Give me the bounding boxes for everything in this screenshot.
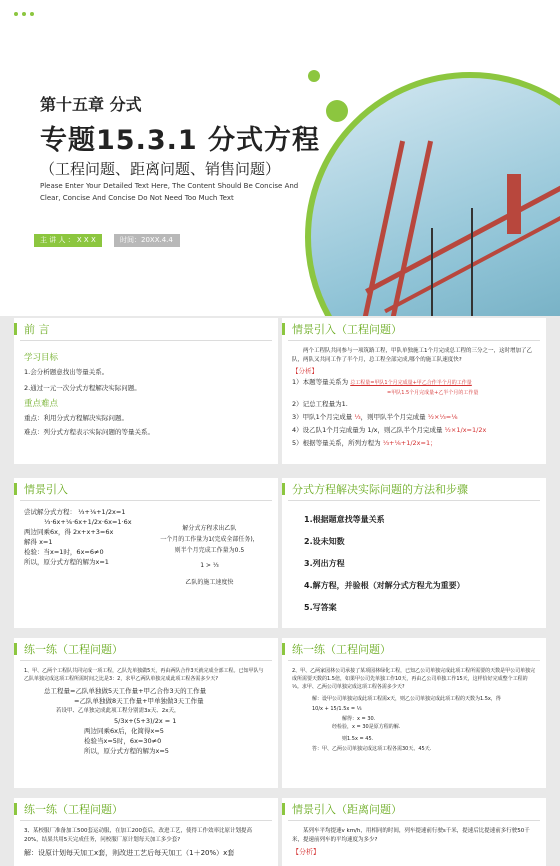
key-heading: 重点难点 (24, 399, 59, 409)
math-line: 检验当x=5时，6x=30≠0 (84, 737, 162, 745)
slide-title: 练一练（工程问题） (282, 638, 546, 660)
note-text: 解分式方程求出乙队 (182, 525, 237, 532)
slide-preface[interactable] (14, 318, 278, 464)
decor-dots (14, 12, 34, 16)
slide-practice-2[interactable]: 练一练（工程问题） 2、甲、乙两家园林公司承接了某项园林绿化工程，已知乙公司单独完成此项工程所需要的天数是甲公司单独完成所需要天数的1.5倍，如果甲公司先单独工作10天，再由乙公司单独工作15天，这样恰好完成整个工程的⅓。求甲、乙两公司单独完成这项工程各需多少天? 解：设甲公司单独完成此项工程需x天，则乙公司单独完成此项工程的天数为1.5x，得 10/x + 15/1.5x = ⅓ 解得：x = 30. 经检验，x = 30是原方程的解. 则1.5x = 45. 答：甲、乙两公司单独完成这项工程各需30天、45天. (282, 638, 546, 788)
step-item: 1.根据题意找等量关系 (304, 515, 385, 524)
time-badge: 时间：20XX.4.4 (114, 234, 180, 247)
math-line: 所以，原分式方程的解为x=5 (84, 747, 169, 755)
slide-title: 情景引入 (14, 478, 278, 500)
step-text: ，则甲队半个月完成量 (360, 412, 426, 421)
speaker-badge: 主 讲 人 ： X X X (34, 234, 102, 247)
step-text: 5）根据等量关系，所列方程为 (292, 438, 381, 447)
slide-title: 分式方程解决实际问题的方法和步骤 (282, 478, 546, 500)
step-item: 4.解方程，并验根（对解分式方程尤为重要） (304, 581, 465, 590)
math-line: 解：设原计划每天加工x套，则改进工艺后每天加工（1＋20%）x套 (24, 849, 235, 857)
math-line: 解得 x=1 (24, 538, 53, 546)
slide-title: 情景引入（距离问题） (282, 798, 546, 820)
problem-text: 1、甲、乙两个工程队共同完成一项工程，乙队先单独做5天，再由两队合作3天就完成全部工程。已知甲队与乙队单独完成这项工程所需时间之比是3：2，求甲乙两队单独完成此项工程各需多少天? (24, 668, 264, 682)
math-line: 则1.5x = 45. (342, 736, 374, 742)
problem-text: 两个工程队共同参与一项筑路工程，甲队单独施工1个月完成总工程的三分之一，这时增加了乙队，两队又共同工作了半个月，总工程全部完成,哪个的施工队速度快? (292, 348, 533, 363)
step-text: ，则乙队半个月完成量 (377, 425, 443, 434)
math-line: 两边同乘6x，得 2x+x+3=6x (24, 528, 114, 536)
problem-text: 某列车平均提速v km/h，用相同的时间，列车提速前行驶s千米，提速后比提速前多行驶50千米，提速前列车的平均速度为多少? (292, 828, 530, 843)
page-title: 专题15.3.1 分式方程 (40, 125, 321, 156)
step-item: 5.写答案 (304, 603, 337, 612)
analysis-label: 【分析】 (292, 367, 318, 375)
slide-method-steps[interactable] (282, 478, 546, 628)
math-line: 解：设甲公司单独完成此项工程需x天，则乙公司单独完成此项工程的天数为1.5x，得 (312, 696, 501, 702)
math-line: 经检验，x = 30是原方程的解. (332, 724, 401, 730)
step-item: 3.列出方程 (304, 559, 345, 568)
note-text: 则半个月完成工作量为0.5 (174, 547, 245, 554)
key-item: 难点：列分式方程表示实际问题的等量关系。 (24, 428, 154, 436)
chapter-label: 第十五章 分式 (40, 95, 142, 114)
equation-text: 总工程量=甲队1个月完成量+甲乙合作半个月的工作量 (350, 379, 472, 386)
math-line: 若设甲、乙单独完成此项工程分别需3x天、2x天， (56, 708, 180, 714)
goal-item: 2.通过一元一次分式方程解决实际问题。 (24, 384, 141, 392)
math-line: 检验：当x=1时，6x=6≠0 (24, 548, 104, 556)
slide-title: 情景引入（工程问题） (282, 318, 546, 340)
slide-scenario[interactable]: 情景引入 尝试解分式方程： ⅓+⅙+1/2x=1 ⅓·6x+⅙·6x+1/2x·6x=1·6x 两边同乘6x，得 2x+x+3=6x 解得 x=1 检验：当x=1时，6x=6≠0 所以，原分式方程的解为x=1 解分式方程求出乙队 一个月的工作量为1(完成全部任务)， 则半个月完成工作量为0.5 1 > ⅓ 乙队的施工速度快 (14, 478, 278, 628)
slide-practice-1[interactable]: 练一练（工程问题） 1、甲、乙两个工程队共同完成一项工程，乙队先单独做5天，再由两队合作3天就完成全部工程。已知甲队与乙队单独完成这项工程所需时间之比是3：2，求甲乙两队单独完成此项工程各需多少天? 总工程量=乙队单独做5天工作量+甲乙合作3天的工作量 =乙队单独做8天工作量+甲单独做3天工作量 若设甲、乙单独完成此项工程分别需3x天、2x天， 5/3x+(5+3)/2x = 1 两边同乘6x后，化简得x=5 检验当x=5时，6x=30≠0 所以，原分式方程的解为x=5 (14, 638, 278, 788)
goal-item: 1.会分析题意找出等量关系。 (24, 368, 109, 376)
step-item: 2.设未知数 (304, 537, 345, 546)
slide-title: 前 言 (14, 318, 278, 340)
slide-scenario-distance[interactable] (282, 798, 546, 866)
step-text: 3）甲队1个月完成量 (292, 412, 353, 421)
equation-text: =甲队1.5个月完成量+乙半个月的工作量 (387, 389, 479, 396)
math-line: 解得：x = 30. (342, 716, 376, 722)
note-text: 一个月的工作量为1(完成全部任务)， (160, 536, 259, 543)
math-line: 尝试解分式方程： (24, 508, 76, 516)
slide-title: 练一练（工程问题） (14, 798, 278, 820)
math-line: 两边同乘6x后，化简得x=5 (84, 727, 164, 735)
goal-heading: 学习目标 (24, 353, 59, 363)
slide-practice-3[interactable] (14, 798, 278, 866)
step-text: 2）记总工程量为1. (292, 399, 348, 408)
analysis-label: 【分析】 (292, 848, 320, 856)
problem-text: 。求甲、乙两公司单独完成这项工程各需多少天? (296, 684, 405, 690)
math-line: 答：甲、乙两公司单独完成这项工程各需30天、45天. (312, 746, 432, 752)
subtitle: （工程问题、距离问题、销售问题） (40, 160, 281, 178)
problem-text: 2、甲、乙两家园林公司承接了某项园林绿化工程，已知乙公司单独完成此项工程所需要的天数是甲公司单独完成所需要天数的1.5倍，如果甲公司先单独工作10天，再由乙公司单独工作15天，这样恰好完成整个工程的 (292, 668, 536, 682)
math-line: 所以，原分式方程的解为x=1 (24, 558, 109, 566)
decor-circle (326, 100, 348, 122)
step-text: 4）设乙队1个月完成量为 (292, 425, 366, 434)
note-text: 乙队的施工速度快 (185, 579, 234, 586)
step-text: 1）本题等量关系为 (292, 377, 349, 386)
decor-circle (308, 70, 320, 82)
math-line: 总工程量=乙队单独做5天工作量+甲乙合作3天的工作量 (44, 687, 207, 695)
key-item: 重点：利用分式方程解决实际问题。 (24, 414, 128, 422)
english-description: Please Enter Your Detailed Text Here, The Content Should Be Concise And Clear, Concise And Concise Do Not Need Too Much Text (40, 182, 299, 202)
slide-title: 练一练（工程问题） (14, 638, 278, 660)
slide-scenario-engineering[interactable]: 情景引入（工程问题） 两个工程队共同参与一项筑路工程，甲队单独施工1个月完成总工程的三分之一，这时增加了乙队，两队又共同工作了半个月，总工程全部完成,哪个的施工队速度快? 【分析】 1）本题等量关系为 总工程量=甲队1个月完成量+甲乙合作半个月的工作量 =甲队1.5个月完成量+乙半个月的工作量 2）记总工程量为1. 3）甲队1个月完成量 ⅓，则甲队半个月完成量 ½×⅓=⅙ 4）设乙队1个月完成量为 1/x，则乙队半个月完成量 ½×1/x=1/2x 5）根据等量关系，所列方程为 ⅓+⅙+1/2x=1； (282, 318, 546, 464)
title-slide (0, 0, 560, 316)
problem-text: 3、某校服厂准备加工500套运动服，在加工200套后，改进工艺，使得工作效率比原计划提高20%，结果共用5天完成任务，问校服厂原计划每天加工多少套? (24, 828, 252, 843)
math-line: =乙队单独做8天工作量+甲单独做3天工作量 (74, 697, 204, 705)
